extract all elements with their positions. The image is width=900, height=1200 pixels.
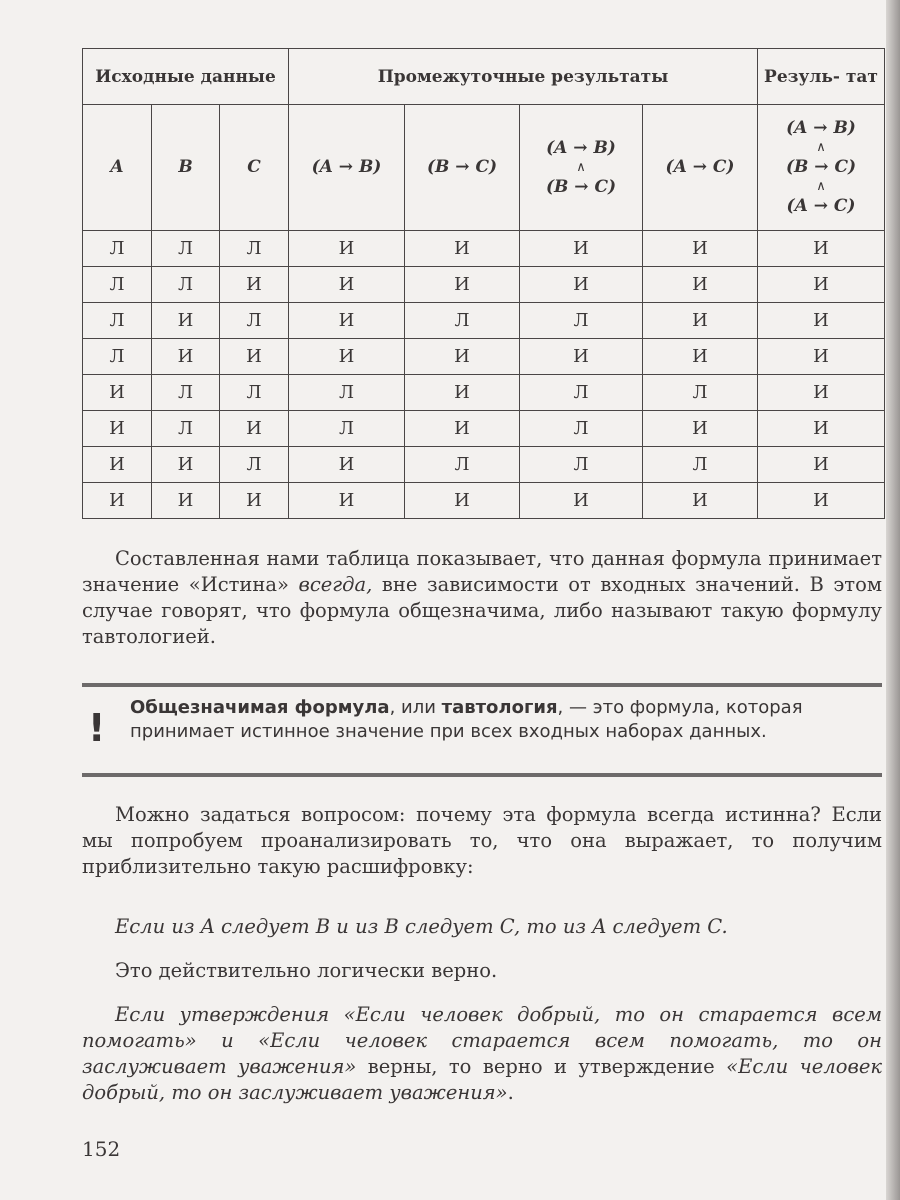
table-cell: И	[152, 339, 220, 375]
header-source-data: Исходные данные	[83, 49, 289, 105]
table-cell: И	[220, 483, 289, 519]
table-cell: Л	[220, 231, 289, 267]
table-cell: И	[220, 267, 289, 303]
column-header: (B → C)	[405, 105, 520, 231]
table-cell: И	[643, 483, 758, 519]
table-cell: Л	[405, 303, 520, 339]
table-cell: И	[289, 231, 405, 267]
table-cell: Л	[83, 231, 152, 267]
table-cell: И	[520, 267, 643, 303]
table-cell: И	[289, 447, 405, 483]
table-cell: Л	[152, 267, 220, 303]
table-cell: Л	[220, 303, 289, 339]
table-row	[83, 231, 885, 267]
table-cell: Л	[220, 375, 289, 411]
table-cell: И	[289, 267, 405, 303]
table-row	[83, 411, 885, 447]
column-header: (A → C)	[643, 105, 758, 231]
paragraph-question: Можно задаться вопросом: почему эта формула всегда истинна? Если мы попробуем проанализировать то, что она выражает, то получим приблизительно такую расшифровку:	[82, 803, 882, 878]
table-cell: Л	[152, 375, 220, 411]
table-cell: И	[83, 411, 152, 447]
table-cell: И	[758, 447, 885, 483]
table-cell: И	[83, 483, 152, 519]
table-cell: И	[643, 411, 758, 447]
table-cell: И	[220, 411, 289, 447]
table-row	[83, 339, 885, 375]
table-cell: Л	[152, 411, 220, 447]
table-cell: Л	[520, 303, 643, 339]
paragraph-decoding: Если из A следует B и из B следует C, то из A следует C.	[115, 915, 728, 938]
table-cell: И	[643, 231, 758, 267]
table-cell: И	[643, 303, 758, 339]
table-cell: И	[289, 303, 405, 339]
table-cell: Л	[152, 231, 220, 267]
table-cell: Л	[520, 411, 643, 447]
table-cell: Л	[289, 375, 405, 411]
header-result: Резуль- тат	[758, 49, 885, 105]
table-cell: И	[152, 447, 220, 483]
table-cell: И	[405, 375, 520, 411]
table-cell: И	[220, 339, 289, 375]
column-header: (A → B)	[289, 105, 405, 231]
table-cell: Л	[643, 447, 758, 483]
emphasis: всегда,	[298, 573, 373, 596]
table-cell: Л	[83, 267, 152, 303]
table-cell: Л	[83, 303, 152, 339]
paragraph-example	[82, 1002, 882, 1106]
column-header: (A → B) ∧ (B → C) ∧ (A → C)	[758, 105, 885, 231]
table-cell: Л	[520, 375, 643, 411]
table-cell: Л	[643, 375, 758, 411]
table-cell: И	[758, 339, 885, 375]
table-cell: И	[405, 483, 520, 519]
paragraph-tautology-explanation	[82, 546, 882, 650]
text: .	[507, 1081, 514, 1104]
divider-bottom	[82, 773, 882, 777]
table-cell: И	[520, 339, 643, 375]
text: , — это формула, которая принимает истинное значение при всех входных наборах данных.	[130, 697, 803, 742]
text: , или	[389, 697, 442, 718]
table-cell: Л	[220, 447, 289, 483]
table-cell: Л	[83, 339, 152, 375]
column-header: C	[220, 105, 289, 231]
table-row	[83, 375, 885, 411]
table-cell: Л	[289, 411, 405, 447]
page-number: 152	[82, 1137, 121, 1161]
page-edge-shadow	[886, 0, 900, 1200]
table-cell: И	[758, 483, 885, 519]
table-cell: И	[643, 267, 758, 303]
exclamation-icon: !	[88, 706, 106, 750]
table-cell: И	[83, 375, 152, 411]
table-cell: И	[758, 375, 885, 411]
table-cell: Л	[520, 447, 643, 483]
text: вне зависимости от входных значений. В этом случае говорят, что формула общезначима, либо называют такую формулу тавтологией.	[82, 573, 882, 648]
text: верны, то верно и утверждение	[356, 1055, 727, 1078]
table-cell: И	[289, 339, 405, 375]
table-cell: И	[643, 339, 758, 375]
table-cell: И	[289, 483, 405, 519]
column-header: (A → B) ∧ (B → C)	[520, 105, 643, 231]
column-header: B	[152, 105, 220, 231]
table-cell: И	[405, 267, 520, 303]
definition-box	[130, 696, 882, 744]
truth-table	[82, 48, 885, 519]
table-cell: И	[405, 339, 520, 375]
table-row	[83, 483, 885, 519]
header-intermediate: Промежуточные результаты	[289, 49, 758, 105]
divider-top	[82, 683, 882, 687]
paragraph-logically-true: Это действительно логически верно.	[115, 959, 498, 982]
table-cell: И	[520, 231, 643, 267]
table-cell: Л	[405, 447, 520, 483]
table-cell: И	[152, 303, 220, 339]
table-cell: И	[758, 231, 885, 267]
table-cell: И	[83, 447, 152, 483]
text: Если утверждения «Если человек добрый, то он старается всем помогать» и «Если человек старается всем помогать, то он заслуживает уважения»	[82, 1003, 882, 1078]
table-row	[83, 303, 885, 339]
text: Составленная нами таблица показывает, что данная формула принимает значение «Истина»	[82, 547, 882, 596]
table-cell: И	[758, 267, 885, 303]
term: тавтология	[441, 697, 558, 718]
table-cell: И	[152, 483, 220, 519]
table-cell: И	[758, 411, 885, 447]
term: Общезначимая формула	[130, 697, 390, 718]
table-row	[83, 447, 885, 483]
table-cell: И	[405, 411, 520, 447]
table-cell: И	[405, 231, 520, 267]
table-row	[83, 267, 885, 303]
table-cell: И	[520, 483, 643, 519]
table-cell: И	[758, 303, 885, 339]
column-header: A	[83, 105, 152, 231]
text: «Если человек добрый, то он заслуживает уважения»	[82, 1055, 883, 1104]
